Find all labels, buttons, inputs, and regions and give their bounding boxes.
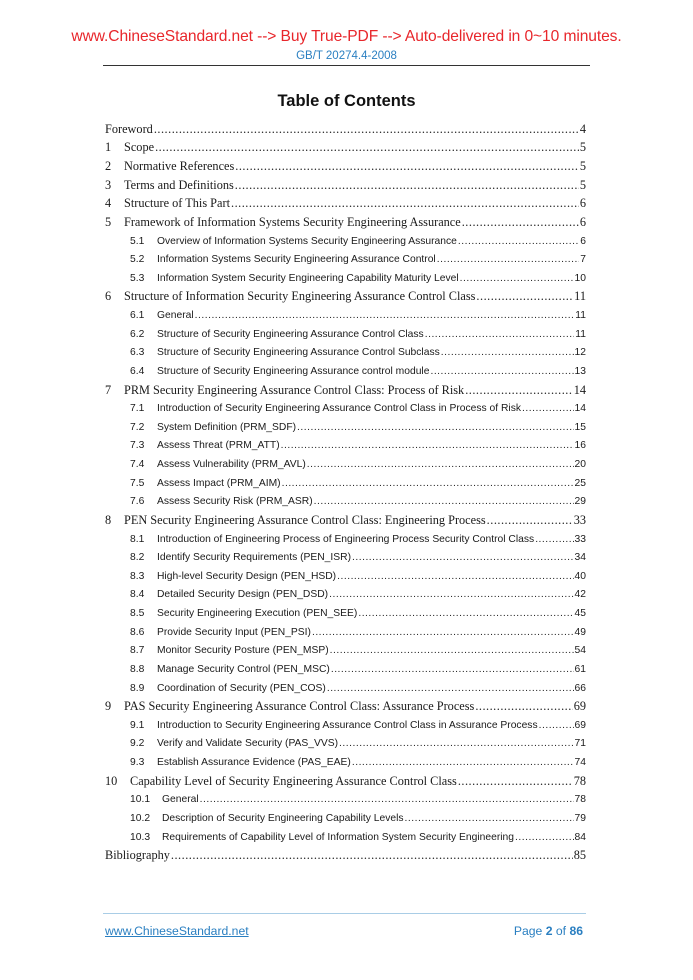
- toc-entry-page: 20: [574, 459, 586, 471]
- toc-entry-number: 5.3: [130, 272, 145, 284]
- toc-entry-number: 10: [105, 773, 118, 788]
- dot-leader: [171, 848, 573, 863]
- toc-entry-number: 7: [105, 382, 112, 397]
- page-separator: of: [555, 924, 567, 938]
- toc-entry-page: 29: [574, 496, 586, 508]
- header-divider: [103, 65, 590, 66]
- toc-entry-label: Structure of Security Engineering Assurance Control Class: [157, 328, 424, 340]
- toc-entry-page: 54: [574, 645, 586, 657]
- toc-entry-label: Monitor Security Posture (PEN_MSP): [157, 645, 329, 657]
- toc-entry[interactable]: [105, 232, 586, 251]
- toc-entry-label: High-level Security Design (PEN_HSD): [157, 570, 337, 582]
- dot-leader: [475, 699, 572, 714]
- toc-entry-page: 12: [574, 347, 586, 359]
- dot-leader: [297, 422, 573, 433]
- toc-entry[interactable]: [105, 697, 586, 716]
- footer-website-link[interactable]: www.ChineseStandard.net: [105, 924, 249, 938]
- toc-entry-label: Overview of Information Systems Security Engineering Assurance: [157, 235, 457, 247]
- toc-entry-number: 9.1: [130, 719, 145, 731]
- dot-leader: [539, 720, 574, 731]
- dot-leader: [327, 683, 574, 694]
- toc-entry-page: 45: [574, 608, 586, 620]
- toc-entry-page: 33: [573, 512, 586, 527]
- toc-entry-page: 15: [574, 421, 586, 433]
- toc-entry-label: Assess Vulnerability (PRM_AVL): [157, 459, 306, 471]
- toc-entry-page: 5: [579, 140, 586, 155]
- toc-entry[interactable]: [105, 418, 586, 437]
- toc-entry[interactable]: [105, 381, 586, 400]
- toc-entry[interactable]: [105, 325, 586, 344]
- dot-leader: [339, 738, 573, 749]
- dot-leader: [425, 329, 575, 340]
- toc-entry-number: 8.9: [130, 682, 145, 694]
- toc-entry-label: General: [162, 794, 199, 806]
- dot-leader: [155, 140, 579, 155]
- toc-entry[interactable]: [105, 586, 586, 605]
- page-indicator: [514, 924, 583, 938]
- dot-leader: [460, 273, 574, 284]
- toc-entry-page: 5: [579, 177, 586, 192]
- dot-leader: [487, 513, 573, 528]
- toc-entry-page: 10: [574, 272, 586, 284]
- toc-entry[interactable]: [105, 157, 586, 176]
- toc-entry-number: 5: [105, 214, 112, 229]
- toc-entry-label: PRM Security Engineering Assurance Control Class: Process of Risk: [124, 382, 465, 397]
- toc-entry-page: 13: [574, 365, 586, 377]
- toc-entry-number: 1: [105, 140, 112, 155]
- toc-entry[interactable]: [105, 716, 586, 735]
- toc-entry-label: Provide Security Input (PEN_PSI): [157, 626, 311, 638]
- toc-entry-number: 7.1: [130, 403, 145, 415]
- toc-entry-page: 7: [580, 254, 586, 266]
- toc-entry-number: 8.6: [130, 626, 145, 638]
- toc-entry[interactable]: [105, 437, 586, 456]
- toc-entry[interactable]: [105, 195, 586, 214]
- dot-leader: [441, 347, 574, 358]
- toc-entry-number: 10.3: [130, 831, 151, 843]
- toc-entry-number: 6.4: [130, 365, 145, 377]
- toc-entry[interactable]: [105, 735, 586, 754]
- toc-entry-page: 14: [574, 403, 586, 415]
- toc-entry-number: 10.1: [130, 794, 151, 806]
- toc-entry-label: Security Engineering Execution (PEN_SEE): [157, 608, 358, 620]
- toc-entry-number: 6.2: [130, 328, 145, 340]
- toc-entry[interactable]: [105, 344, 586, 363]
- toc-entry-number: 9.3: [130, 757, 145, 769]
- toc-entry-number: 7.4: [130, 459, 145, 471]
- toc-entry-page: 11: [575, 328, 586, 340]
- toc-entry-number: 2: [105, 159, 112, 174]
- toc-entry-label: Structure of This Part: [124, 196, 230, 211]
- dot-leader: [522, 403, 574, 414]
- dot-leader: [352, 552, 574, 563]
- toc-entry-label: Structure of Security Engineering Assurance Control Subclass: [157, 347, 440, 359]
- dot-leader: [358, 608, 573, 619]
- toc-entry[interactable]: [105, 176, 586, 195]
- toc-entry-page: 6: [580, 235, 586, 247]
- dot-leader: [458, 774, 573, 789]
- toc-entry-page: 11: [575, 310, 586, 322]
- toc-entry-number: 6: [105, 289, 112, 304]
- toc-entry-label: Framework of Information Systems Security Engineering Assurance: [124, 214, 461, 229]
- toc-entry[interactable]: [105, 120, 586, 139]
- dot-leader: [200, 794, 574, 805]
- toc-entry[interactable]: [105, 828, 586, 847]
- dot-leader: [405, 813, 574, 824]
- dot-leader: [465, 383, 573, 398]
- toc-entry-label: General: [157, 310, 194, 322]
- toc-entry-label: Detailed Security Design (PEN_DSD): [157, 589, 329, 601]
- toc-entry-page: 74: [574, 757, 586, 769]
- dot-leader: [231, 196, 579, 211]
- dot-leader: [535, 534, 573, 545]
- toc-entry-number: 8.4: [130, 589, 145, 601]
- toc-entry-number: 8.3: [130, 570, 145, 582]
- toc-entry-page: 34: [574, 552, 586, 564]
- dot-leader: [430, 366, 573, 377]
- toc-entry-page: 6: [579, 196, 586, 211]
- toc-entry[interactable]: [105, 772, 586, 791]
- toc-entry[interactable]: [105, 269, 586, 288]
- toc-entry-page: 78: [573, 773, 586, 788]
- toc-entry[interactable]: [105, 139, 586, 158]
- dot-leader: [330, 645, 574, 656]
- toc-entry[interactable]: [105, 306, 586, 325]
- toc-entry[interactable]: [105, 399, 586, 418]
- dot-leader: [281, 440, 574, 451]
- toc-entry[interactable]: [105, 623, 586, 642]
- dot-leader: [235, 178, 579, 193]
- toc-entry-label: Scope: [124, 140, 155, 155]
- dot-leader: [154, 122, 579, 137]
- current-page: 2: [545, 924, 553, 938]
- toc-entry-number: 8.8: [130, 663, 145, 675]
- dot-leader: [282, 478, 574, 489]
- toc-entry-label: Capability Level of Security Engineering Assurance Control Class: [130, 773, 457, 788]
- toc-entry-page: 78: [574, 794, 586, 806]
- toc-entry[interactable]: [105, 753, 586, 772]
- toc-entry-label: Normative References: [124, 159, 235, 174]
- toc-entry-number: 8.2: [130, 552, 145, 564]
- toc-entry[interactable]: [105, 493, 586, 512]
- toc-entry[interactable]: [105, 288, 586, 307]
- toc-entry[interactable]: [105, 362, 586, 381]
- toc-entry-page: 33: [574, 533, 586, 545]
- toc-entry-page: 14: [573, 382, 586, 397]
- toc-entry-label: Introduction of Security Engineering Assurance Control Class in Process of Risk: [157, 403, 521, 415]
- toc-entry[interactable]: [105, 679, 586, 698]
- dot-leader: [437, 254, 580, 265]
- toc-entry-label: Assess Threat (PRM_ATT): [157, 440, 280, 452]
- toc-entry-label: Bibliography: [105, 848, 170, 863]
- toc-entry-page: 6: [579, 214, 586, 229]
- toc-entry-label: Coordination of Security (PEN_COS): [157, 682, 326, 694]
- toc-entry-number: 7.6: [130, 496, 145, 508]
- dot-leader: [462, 215, 579, 230]
- toc-entry-number: 5.1: [130, 235, 145, 247]
- toc-entry[interactable]: [105, 567, 586, 586]
- toc-entry-page: 5: [579, 159, 586, 174]
- toc-entry[interactable]: [105, 604, 586, 623]
- page-title: Table of Contents: [277, 92, 416, 110]
- toc-entry-label: Terms and Definitions: [124, 177, 234, 192]
- toc-entry-label: Verify and Validate Security (PAS_VVS): [157, 738, 339, 750]
- toc-entry-number: 7.5: [130, 477, 145, 489]
- dot-leader: [314, 496, 574, 507]
- toc-entry-number: 3: [105, 177, 112, 192]
- dot-leader: [352, 757, 574, 768]
- dot-leader: [312, 627, 574, 638]
- toc-entry-page: 49: [574, 626, 586, 638]
- toc-entry[interactable]: [105, 809, 586, 828]
- toc-entry-page: 84: [574, 831, 586, 843]
- total-pages: 86: [569, 924, 583, 938]
- toc-entry[interactable]: [105, 660, 586, 679]
- toc-entry-page: 66: [574, 682, 586, 694]
- toc-entry-number: 8.1: [130, 533, 145, 545]
- toc-entry-label: Assess Security Risk (PRM_ASR): [157, 496, 313, 508]
- dot-leader: [476, 289, 573, 304]
- toc-entry[interactable]: [105, 642, 586, 661]
- toc-entry-label: Introduction of Engineering Process of Engineering Process Security Control Class: [157, 533, 535, 545]
- toc-entry-page: 4: [579, 121, 586, 136]
- dot-leader: [235, 159, 579, 174]
- table-of-contents: [105, 120, 586, 865]
- toc-entry-number: 4: [105, 196, 112, 211]
- toc-entry-label: Manage Security Control (PEN_MSC): [157, 663, 330, 675]
- toc-entry-label: PEN Security Engineering Assurance Control Class: Engineering Process: [124, 512, 486, 527]
- toc-entry-page: 16: [574, 440, 586, 452]
- dot-leader: [515, 832, 574, 843]
- toc-entry-number: 6.3: [130, 347, 145, 359]
- toc-entry-label: Assess Impact (PRM_AIM): [157, 477, 281, 489]
- toc-entry[interactable]: [105, 846, 586, 865]
- dot-leader: [337, 571, 573, 582]
- dot-leader: [307, 459, 574, 470]
- toc-entry-number: 9: [105, 699, 112, 714]
- toc-entry-label: Identify Security Requirements (PEN_ISR): [157, 552, 351, 564]
- toc-entry[interactable]: [105, 250, 586, 269]
- promo-banner[interactable]: www.ChineseStandard.net --> Buy True-PDF --> Auto-delivered in 0~10 minutes.: [71, 28, 622, 45]
- toc-entry[interactable]: [105, 511, 586, 530]
- toc-entry-label: Description of Security Engineering Capability Levels: [162, 812, 404, 824]
- dot-leader: [331, 664, 574, 675]
- toc-entry-number: 6.1: [130, 310, 145, 322]
- toc-entry[interactable]: [105, 548, 586, 567]
- toc-entry-number: 8: [105, 512, 112, 527]
- toc-entry-label: Structure of Information Security Engineering Assurance Control Class: [124, 289, 476, 304]
- toc-entry-page: 42: [574, 589, 586, 601]
- toc-entry-page: 25: [574, 477, 586, 489]
- toc-entry-page: 69: [574, 719, 586, 731]
- toc-entry-label: Information Systems Security Engineering Assurance Control: [157, 254, 436, 266]
- toc-entry[interactable]: [105, 213, 586, 232]
- toc-entry-number: 8.7: [130, 645, 145, 657]
- standard-code: GB/T 20274.4-2008: [296, 50, 397, 62]
- toc-entry-page: 11: [574, 289, 586, 304]
- toc-entry-label: Requirements of Capability Level of Information System Security Engineering: [162, 831, 514, 843]
- toc-entry-page: 69: [573, 699, 586, 714]
- toc-entry[interactable]: [105, 530, 586, 549]
- toc-entry-number: 7.3: [130, 440, 145, 452]
- toc-entry-number: 9.2: [130, 738, 145, 750]
- toc-entry-label: PAS Security Engineering Assurance Control Class: Assurance Process: [124, 699, 475, 714]
- footer-divider: [103, 913, 586, 914]
- toc-entry-number: 5.2: [130, 254, 145, 266]
- toc-entry-label: Structure of Security Engineering Assurance control module: [157, 365, 430, 377]
- toc-entry-page: 85: [573, 848, 586, 863]
- toc-entry[interactable]: [105, 474, 586, 493]
- toc-entry-page: 61: [574, 663, 586, 675]
- dot-leader: [329, 589, 573, 600]
- toc-entry-label: Foreword: [105, 121, 153, 136]
- toc-entry-number: 10.2: [130, 812, 151, 824]
- toc-entry-label: System Definition (PRM_SDF): [157, 421, 297, 433]
- toc-entry[interactable]: [105, 791, 586, 810]
- toc-entry-number: 8.5: [130, 608, 145, 620]
- dot-leader: [458, 236, 579, 247]
- toc-entry-label: Information System Security Engineering Capability Maturity Level: [157, 272, 459, 284]
- dot-leader: [195, 310, 575, 321]
- toc-entry-page: 40: [574, 570, 586, 582]
- toc-entry-page: 79: [574, 812, 586, 824]
- toc-entry-label: Introduction to Security Engineering Assurance Control Class in Assurance Process: [157, 719, 538, 731]
- toc-entry[interactable]: [105, 455, 586, 474]
- toc-entry-page: 71: [574, 738, 586, 750]
- page-prefix: Page: [513, 924, 543, 938]
- toc-entry-number: 7.2: [130, 421, 145, 433]
- toc-entry-label: Establish Assurance Evidence (PAS_EAE): [157, 757, 351, 769]
